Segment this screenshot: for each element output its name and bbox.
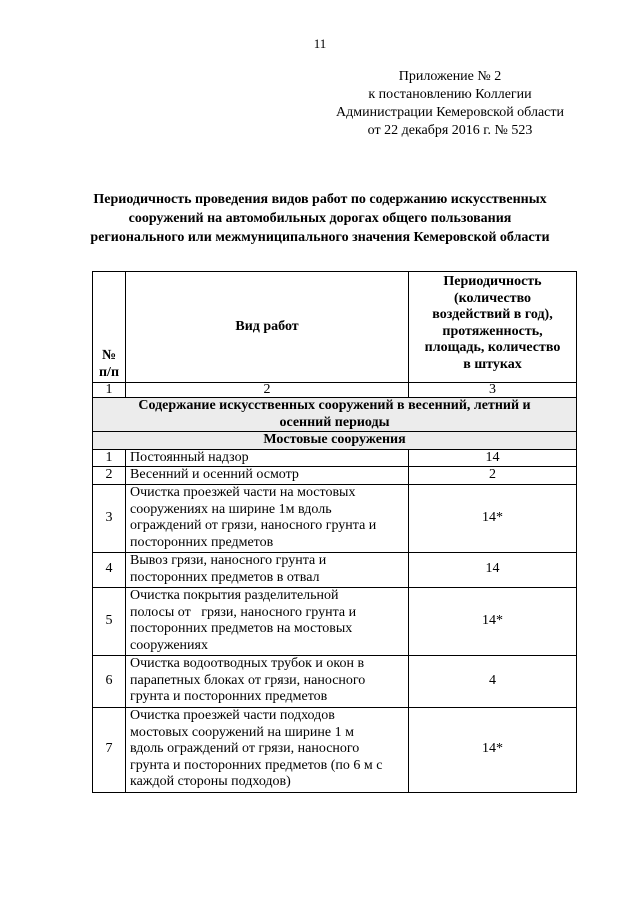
row-work bbox=[126, 552, 409, 587]
appendix-line: от 22 декабря 2016 г. № 523 bbox=[367, 123, 533, 138]
header-period-line: площадь, количество bbox=[424, 340, 561, 355]
row-work-line: посторонних предметов на мостовых bbox=[130, 621, 353, 636]
header-num-line: № bbox=[101, 348, 117, 363]
row-number: 3 bbox=[93, 484, 126, 552]
row-number: 7 bbox=[93, 707, 126, 792]
row-work-line: Весенний и осенний осмотр bbox=[130, 467, 299, 482]
header-period-line: протяженность, bbox=[442, 323, 543, 339]
row-number: 2 bbox=[93, 467, 126, 485]
row-work-line: Очистка проезжей части подходов bbox=[130, 708, 335, 724]
row-period: 14* bbox=[409, 587, 577, 655]
table-row bbox=[93, 655, 577, 707]
row-period: 14* bbox=[409, 484, 577, 552]
header-period-line: Периодичность bbox=[443, 274, 542, 289]
row-work-line: каждой стороны подходов) bbox=[130, 774, 291, 790]
row-work bbox=[126, 707, 409, 792]
appendix-line: Приложение № 2 bbox=[398, 69, 502, 84]
appendix-line: к постановлению Коллегии bbox=[368, 87, 532, 102]
row-work-line: Постоянный надзор bbox=[130, 449, 249, 465]
header-period-line: в штуках bbox=[463, 356, 522, 372]
header-period bbox=[409, 272, 577, 383]
row-number: 4 bbox=[93, 552, 126, 587]
row-work bbox=[126, 449, 409, 467]
header-period-line: воздействий в год), bbox=[432, 307, 553, 322]
row-period: 14* bbox=[409, 707, 577, 792]
subsection-heading-row bbox=[93, 432, 577, 450]
table-row bbox=[93, 484, 577, 552]
row-work-line: полосы от грязи, наносного грунта и bbox=[130, 604, 357, 620]
row-work-line: парапетных блоках от грязи, наносного bbox=[130, 672, 366, 688]
row-work bbox=[126, 587, 409, 655]
works-table bbox=[92, 271, 577, 793]
header-num-line: п/п bbox=[98, 364, 120, 380]
table-row bbox=[93, 707, 577, 792]
appendix-line: Администрации Кемеровской области bbox=[336, 105, 564, 120]
column-index: 2 bbox=[126, 383, 409, 398]
header-work: Вид работ bbox=[126, 272, 409, 383]
row-number: 6 bbox=[93, 655, 126, 707]
row-work-line: мостовых сооружений на ширине 1 м bbox=[130, 724, 354, 740]
row-number: 5 bbox=[93, 587, 126, 655]
row-work bbox=[126, 484, 409, 552]
column-index-row bbox=[93, 383, 577, 398]
row-period: 14 bbox=[409, 449, 577, 467]
row-work-line: ограждений от грязи, наносного грунта и bbox=[130, 518, 377, 533]
title-line: регионального или межмуниципального значения Кемеровской области bbox=[90, 230, 550, 245]
subsection-heading: Мостовые сооружения bbox=[93, 432, 577, 450]
section-heading-line: Содержание искусственных сооружений в весенний, летний и bbox=[138, 398, 531, 413]
row-number: 1 bbox=[93, 449, 126, 467]
row-work bbox=[126, 655, 409, 707]
row-work-line: Очистка проезжей части на мостовых bbox=[130, 485, 356, 500]
row-period: 2 bbox=[409, 467, 577, 485]
page-number: 11 bbox=[313, 36, 327, 51]
section-heading-line: осенний периоды bbox=[279, 414, 390, 430]
document-title bbox=[60, 190, 580, 247]
row-work-line: грунта и посторонних предметов bbox=[130, 689, 328, 705]
row-work-line: Очистка водоотводных трубок и окон в bbox=[130, 656, 365, 672]
appendix-reference bbox=[300, 68, 600, 140]
title-line: сооружений на автомобильных дорогах общего пользования bbox=[128, 211, 512, 226]
column-index: 3 bbox=[409, 383, 577, 398]
header-num bbox=[93, 272, 126, 383]
row-work-line: сооружениях bbox=[130, 637, 208, 653]
column-index: 1 bbox=[93, 383, 126, 398]
row-work-line: Вывоз грязи, наносного грунта и bbox=[130, 553, 327, 568]
table-row bbox=[93, 449, 577, 467]
row-work-line: посторонних предметов bbox=[130, 534, 274, 550]
row-period: 14 bbox=[409, 552, 577, 587]
row-work-line: вдоль ограждений от грязи, наносного bbox=[130, 741, 360, 757]
row-work-line: сооружениях на ширине 1м вдоль bbox=[130, 501, 332, 517]
table-row bbox=[93, 467, 577, 485]
row-work bbox=[126, 467, 409, 485]
row-work-line: посторонних предметов в отвал bbox=[130, 569, 320, 585]
row-work-line: грунта и посторонних предметов (по 6 м с bbox=[130, 757, 383, 773]
table-row bbox=[93, 552, 577, 587]
header-period-line: (количество bbox=[453, 290, 532, 306]
section-heading bbox=[93, 398, 577, 432]
table-header-row bbox=[93, 272, 577, 383]
row-work-line: Очистка покрытия разделительной bbox=[130, 588, 339, 603]
row-period: 4 bbox=[409, 655, 577, 707]
title-line: Периодичность проведения видов работ по содержанию искусственных bbox=[93, 192, 547, 207]
section-heading-row bbox=[93, 398, 577, 432]
table-row bbox=[93, 587, 577, 655]
